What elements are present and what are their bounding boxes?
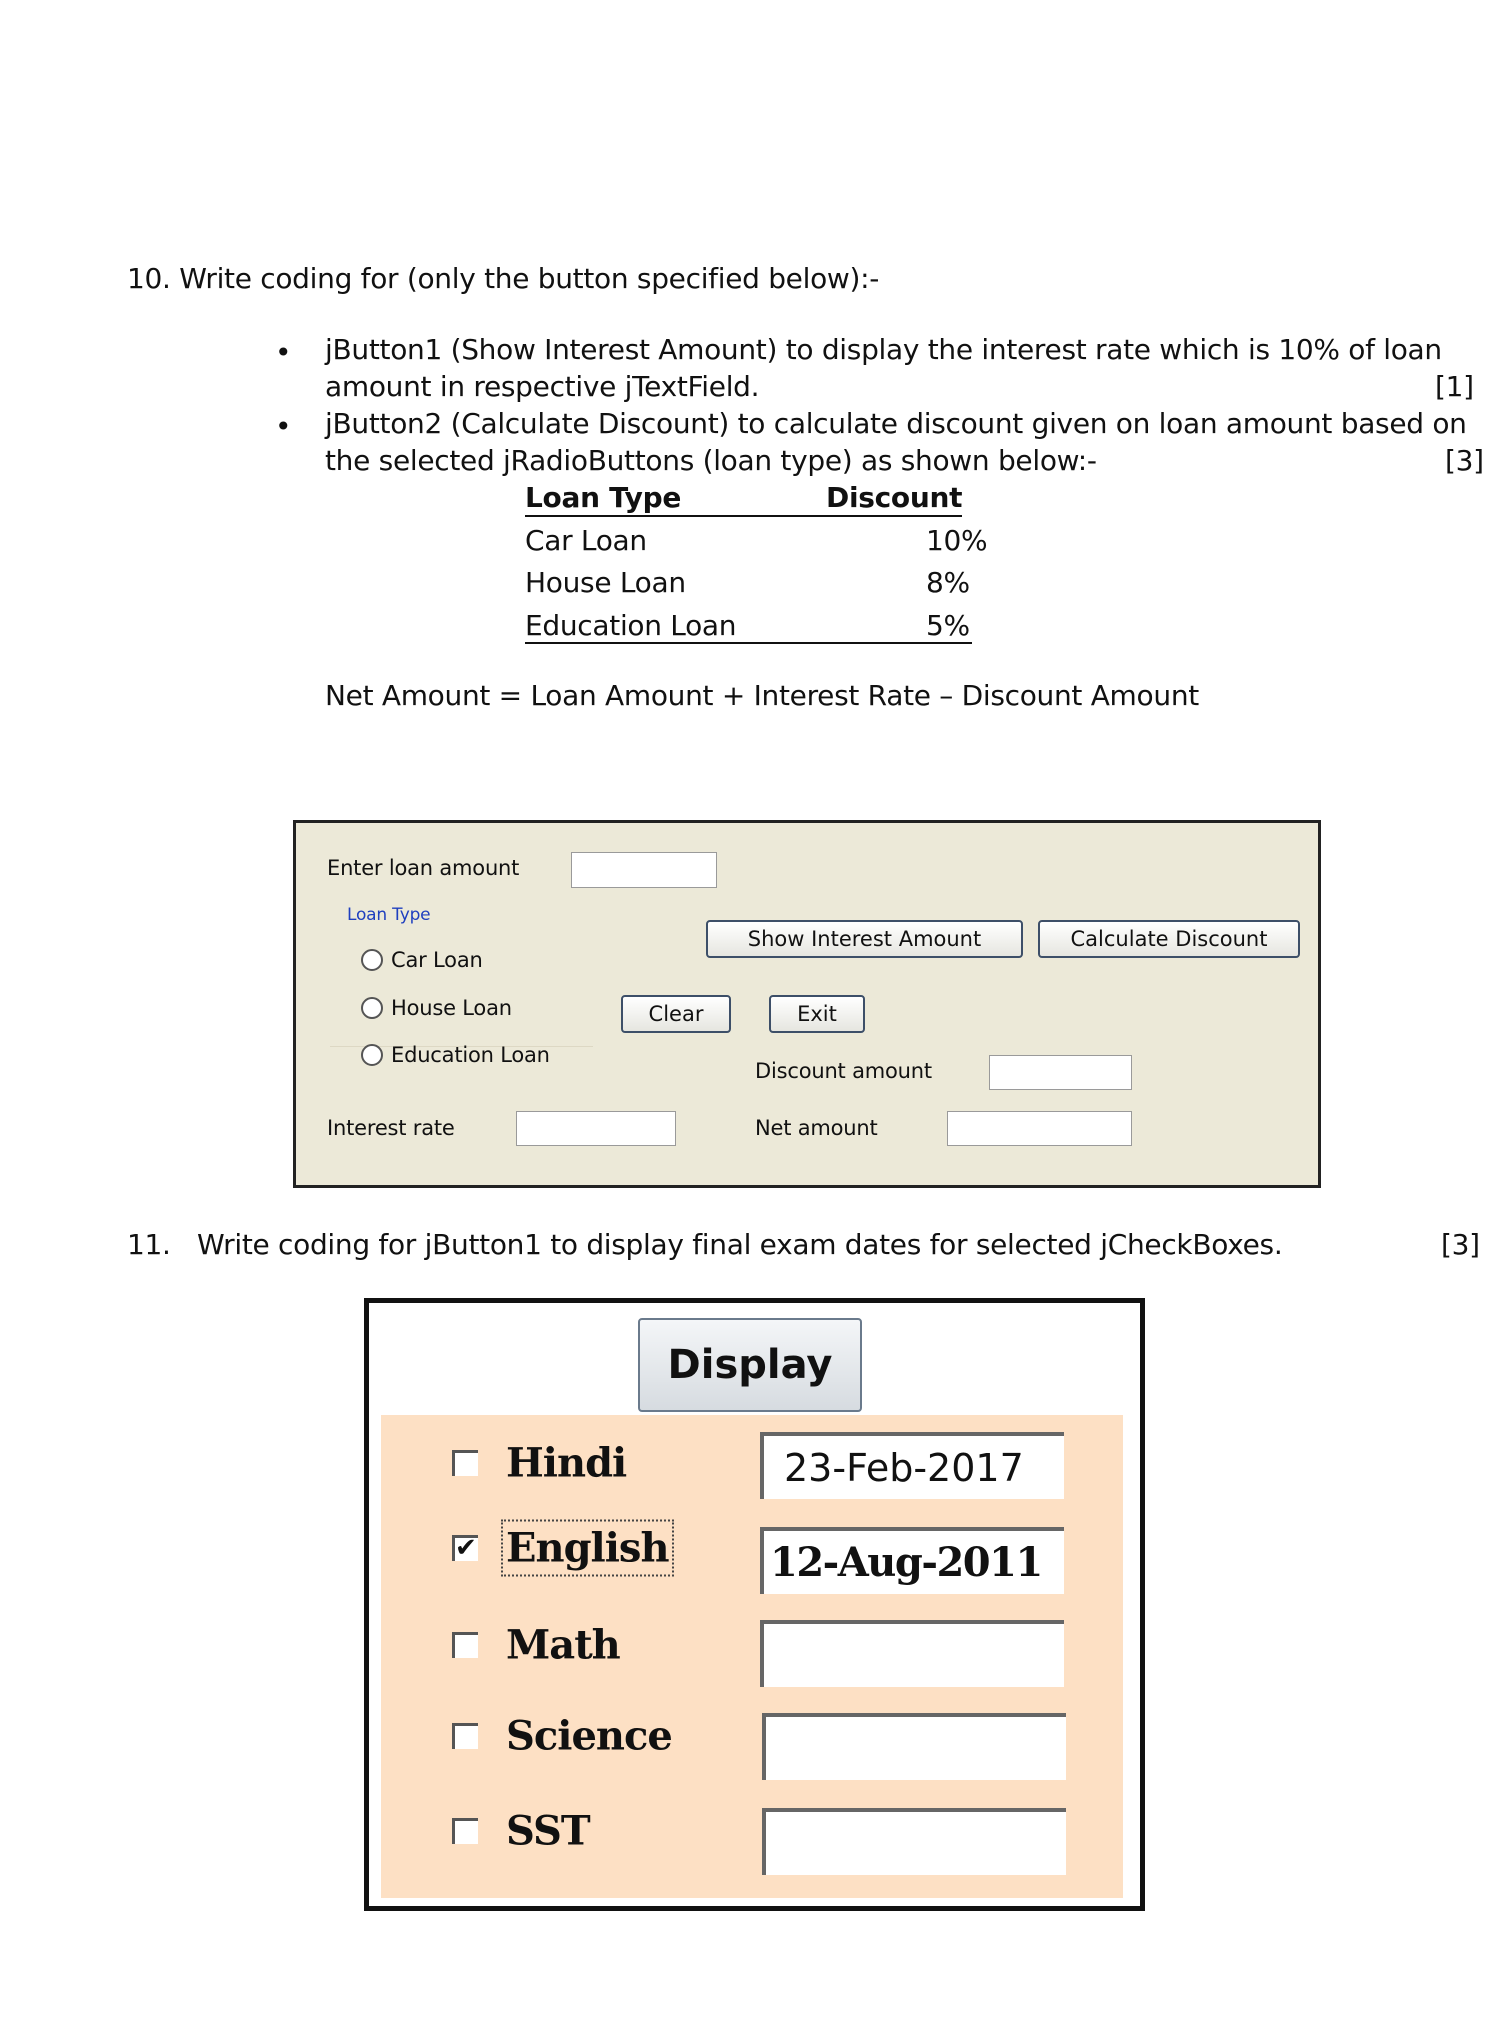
loan-type-group — [330, 914, 593, 1047]
table-header-rule — [525, 515, 962, 517]
discount-amount-input[interactable] — [989, 1055, 1132, 1090]
q10-bullet1-line1: jButton1 (Show Interest Amount) to display the interest rate which is 10% of loan — [325, 333, 1442, 366]
table-row-house-discount: 8% — [926, 566, 970, 599]
table-row-car-discount: 10% — [926, 524, 988, 557]
exit-button[interactable]: Exit — [769, 995, 865, 1033]
checkbox-english[interactable] — [452, 1535, 478, 1561]
q10-bullet2-marks: [3] — [1445, 444, 1484, 477]
math-date-field[interactable] — [760, 1620, 1064, 1687]
q10-bullet2-line2: the selected jRadioButtons (loan type) as shown below:- — [325, 444, 1097, 477]
q11-marks: [3] — [1441, 1228, 1480, 1261]
display-button[interactable]: Display — [638, 1318, 862, 1412]
net-amount-input[interactable] — [947, 1111, 1132, 1146]
net-amount-label: Net amount — [755, 1116, 878, 1140]
interest-rate-label: Interest rate — [327, 1116, 455, 1140]
discount-amount-label: Discount amount — [755, 1059, 932, 1083]
enter-loan-label: Enter loan amount — [327, 856, 520, 880]
table-row-education-discount: 5% — [926, 609, 970, 642]
check-mark-icon: ✔ — [455, 1533, 477, 1563]
radio-house-loan[interactable] — [361, 997, 383, 1019]
bullet-icon: • — [275, 410, 292, 443]
q11-heading: Write coding for jButton1 to display final exam dates for selected jCheckBoxes. — [197, 1228, 1283, 1261]
clear-button[interactable]: Clear — [621, 995, 731, 1033]
table-row-house-type: House Loan — [525, 566, 686, 599]
checkbox-sst-label[interactable]: SST — [506, 1807, 590, 1855]
checkbox-math-label[interactable]: Math — [506, 1621, 620, 1669]
science-date-field[interactable] — [762, 1713, 1066, 1780]
checkbox-sst[interactable] — [452, 1818, 478, 1844]
loan-type-title: Loan Type — [347, 905, 431, 925]
checkbox-hindi[interactable] — [452, 1450, 478, 1476]
q11-number: 11. — [127, 1228, 171, 1261]
table-header-discount: Discount — [826, 481, 963, 514]
table-row-car-type: Car Loan — [525, 524, 647, 557]
interest-rate-input[interactable] — [516, 1111, 676, 1146]
table-row-education-type: Education Loan — [525, 609, 737, 642]
english-date-field[interactable]: 12-Aug-2011 — [760, 1527, 1064, 1594]
bullet-icon: • — [275, 336, 292, 369]
show-interest-button[interactable]: Show Interest Amount — [706, 920, 1023, 958]
table-bottom-rule — [525, 642, 972, 644]
checkbox-science-label[interactable]: Science — [506, 1712, 672, 1760]
checkbox-english-label[interactable]: English — [506, 1524, 669, 1572]
hindi-date-field[interactable]: 23-Feb-2017 — [760, 1432, 1064, 1499]
checkbox-math[interactable] — [452, 1632, 478, 1658]
checkbox-hindi-label[interactable]: Hindi — [506, 1439, 627, 1487]
radio-house-loan-label[interactable]: House Loan — [391, 996, 512, 1020]
loan-amount-input[interactable] — [571, 852, 717, 888]
table-header-loan-type: Loan Type — [525, 481, 682, 514]
checkbox-science[interactable] — [452, 1723, 478, 1749]
radio-education-loan[interactable] — [361, 1044, 383, 1066]
calculate-discount-button[interactable]: Calculate Discount — [1038, 920, 1300, 958]
radio-education-loan-label[interactable]: Education Loan — [391, 1043, 550, 1067]
q10-bullet1-marks: [1] — [1435, 370, 1474, 403]
radio-car-loan-label[interactable]: Car Loan — [391, 948, 483, 972]
q10-bullet1-line2: amount in respective jTextField. — [325, 370, 760, 403]
radio-car-loan[interactable] — [361, 949, 383, 971]
net-amount-formula: Net Amount = Loan Amount + Interest Rate – Discount Amount — [325, 679, 1199, 712]
sst-date-field[interactable] — [762, 1808, 1066, 1875]
q10-bullet2-line1: jButton2 (Calculate Discount) to calculate discount given on loan amount based on — [325, 407, 1467, 440]
q10-heading: 10. Write coding for (only the button specified below):- — [127, 262, 880, 295]
